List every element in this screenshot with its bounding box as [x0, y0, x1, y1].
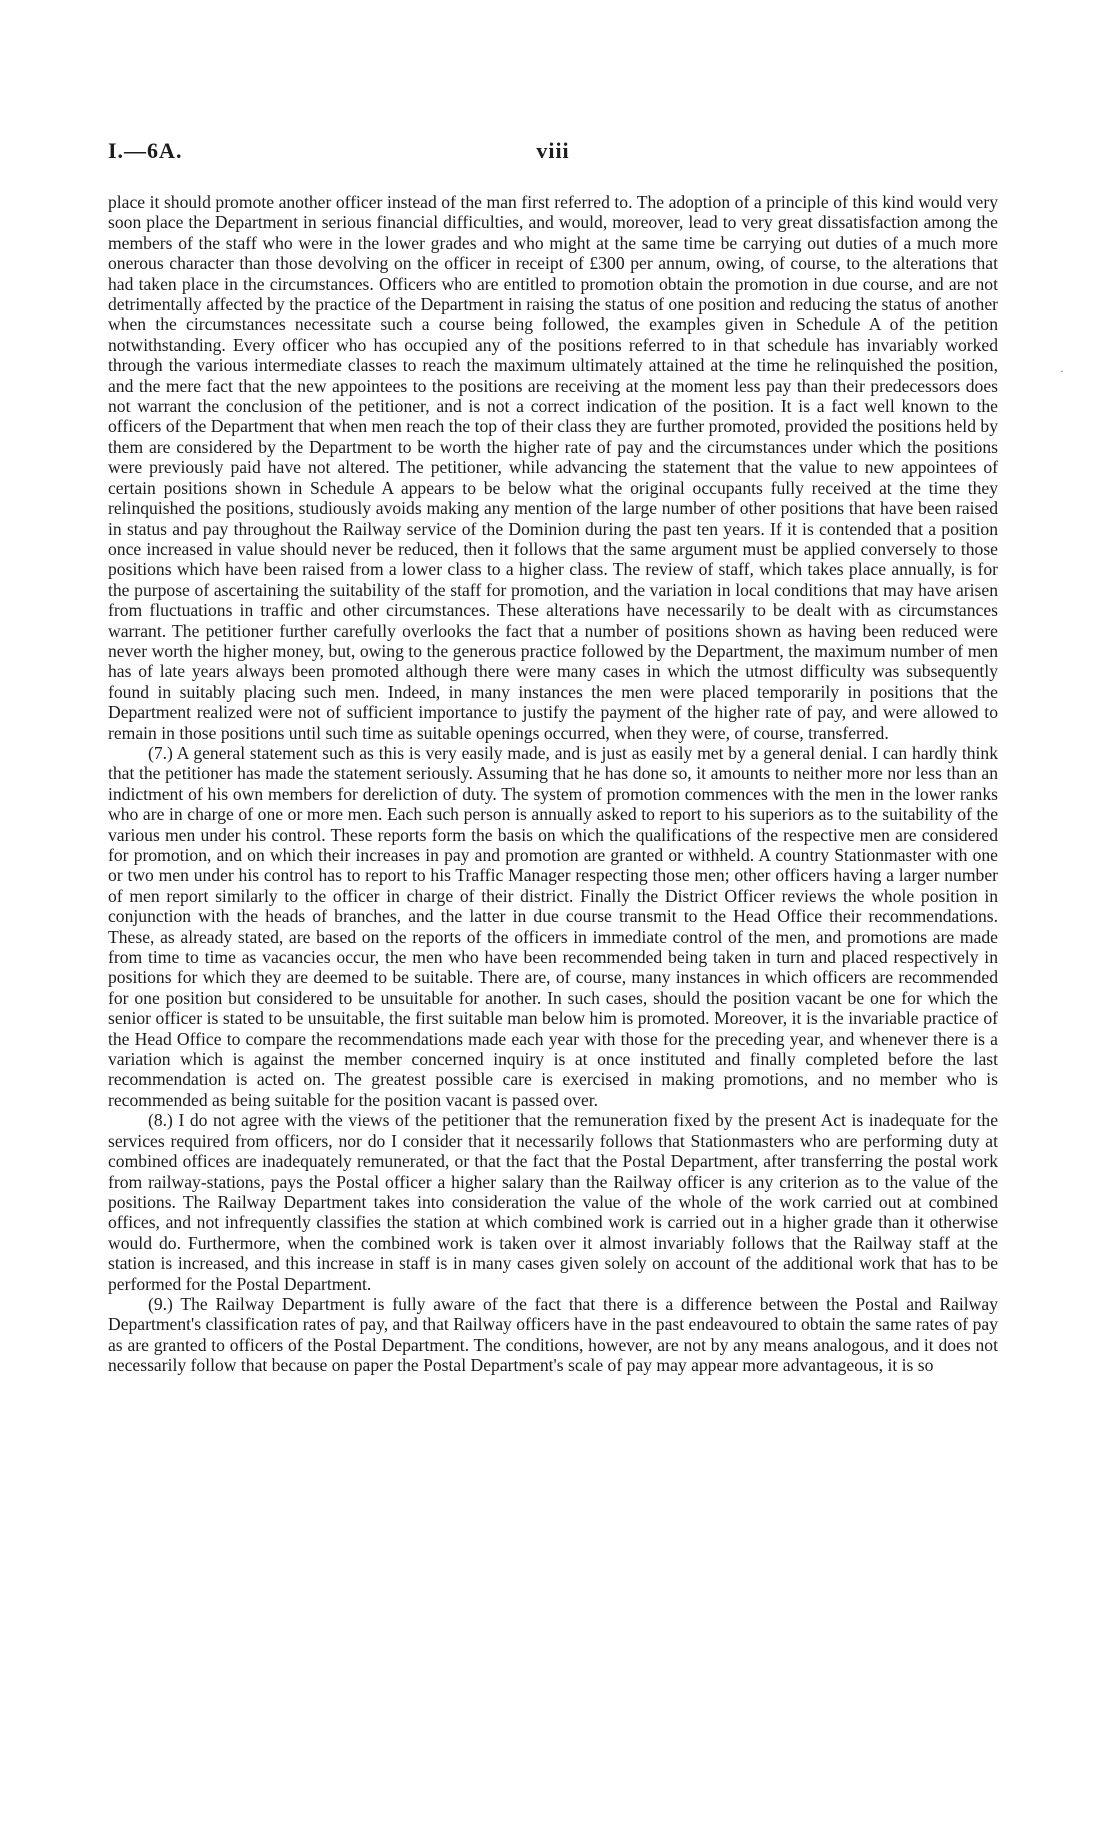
document-reference: I.—6A.	[108, 138, 183, 163]
paragraph-continuation: place it should promote another officer instead of the man first referred to. The adoption of a principle of this kind would very soon place the Department in serious financial difficulties, and would, moreover, lead to very great dissatisfaction among the members of the staff who were in the lower grades and who might at the same time be carrying out duties of a much more onerous character than those devolving on the officer in receipt of £300 per annum, owing, of course, to the alterations that had taken place in the circumstances. Officers who are entitled to promotion obtain the promotion in due course, and are not detrimentally affected by the practice of the Department in raising the status of one position and reducing the status of another when the circumstances necessitate such a course being followed, the examples given in Schedule A of the petition notwithstanding. Every officer who has occupied any of the positions referred to in that schedule has invariably worked through the various intermediate classes to reach the maximum ultimately attained at the time he relinquished the position, and the mere fact that the new appointees to the positions are receiving at the moment less pay than their predecessors does not warrant the conclusion of the petitioner, and is not a correct indication of the position. It is a fact well known to the officers of the Department that when men reach the top of their class they are further promoted, provided the positions held by them are considered by the Department to be worth the higher rate of pay and the circumstances under which the positions were previously paid have not altered. The petitioner, while advancing the statement that the value to new appointees of certain positions shown in Schedule A appears to be below what the original occupants fully received at the time they relinquished the positions, studiously avoids making any mention of the large number of other positions that have been raised in status and pay throughout the Railway service of the Dominion during the past ten years. If it is contended that a position once increased in value should never be reduced, then it follows that the same argument must be applied conversely to those positions which have been raised from a lower class to a higher class. The review of staff, which takes place annually, is for the purpose of ascertaining the suitability of the staff for promotion, and the variation in local conditions that may have arisen from fluctuations in traffic and other circumstances. These alterations have necessarily to be dealt with as circumstances warrant. The petitioner further carefully overlooks the fact that a number of positions shown as having been reduced were never worth the higher money, but, owing to the generous practice followed by the Department, the maximum number of men has of late years always been promoted although there were many cases in which the utmost difficulty was subsequently found in suitably placing such men. Indeed, in many instances the men were placed temporarily in positions that the Department realized were not of sufficient importance to justify the payment of the higher rate of pay, and were allowed to remain in those positions until such time as suitable openings occurred, when they were, of course, transferred.	[108, 192, 998, 743]
margin-mark: ·	[1060, 364, 1064, 378]
paragraph-7: (7.) A general statement such as this is very easily made, and is just as easily met by a general denial. I can hardly think that the petitioner has made the statement seriously. Assuming that he has done so, it amounts to neither more nor less than an indictment of his own members for dereliction of duty. The system of promotion commences with the men in the lower ranks who are in charge of one or more men. Each such person is annually asked to report to his superiors as to the suitability of the various men under his control. These reports form the basis on which the qualifications of the respective men are considered for promotion, and on which their increases in pay and promotion are granted or withheld. A country Stationmaster with one or two men under his control has to report to his Traffic Manager respecting those men; other officers having a larger number of men report similarly to the officer in charge of their district. Finally the District Officer reviews the whole position in conjunction with the heads of branches, and the latter in due course transmit to the Head Office their recommendations. These, as already stated, are based on the reports of the officers in immediate control of the men, and promotions are made from time to time as vacancies occur, the men who have been recommended being taken in turn and placed respectively in positions for which they are deemed to be suitable. There are, of course, many instances in which officers are recommended for one position but considered to be unsuitable for another. In such cases, should the position vacant be one for which the senior officer is stated to be unsuitable, the first suitable man below him is promoted. Moreover, it is the invariable practice of the Head Office to compare the recommendations made each year with those for the preceding year, and whenever there is a variation which is against the member concerned inquiry is at once instituted and finally completed before the last recommendation is acted on. The greatest possible care is exercised in making promotions, and no member who is recommended as being suitable for the position vacant is passed over.	[108, 742, 998, 1110]
page-number: viii	[536, 138, 570, 163]
paragraph-8: (8.) I do not agree with the views of the petitioner that the remuneration fixed by the present Act is inadequate for the services required from officers, nor do I consider that it necessarily follows that Stationmasters who are performing duty at combined offices are inadequately remunerated, or that the fact that the Postal Department, after transferring the postal work from railway-stations, pays the Postal officer a higher salary than the Railway officer is any criterion as to the value of the positions. The Railway Department takes into consideration the value of the whole of the work carried out at combined offices, and not infrequently classifies the station at which combined work is carried out in a higher grade than it otherwise would do. Furthermore, when the combined work is taken over it almost invariably follows that the Railway staff at the station is increased, and this increase in staff is in many cases given solely on account of the additional work that has to be performed for the Postal Department.	[108, 1110, 998, 1294]
body-text	[108, 192, 998, 1376]
page-header	[108, 138, 998, 172]
paragraph-9: (9.) The Railway Department is fully aware of the fact that there is a difference between the Postal and Railway Department's classification rates of pay, and that Railway officers have in the past endeavoured to obtain the same rates of pay as are granted to officers of the Postal Department. The conditions, however, are not by any means analogous, and it does not necessarily follow that because on paper the Postal Department's scale of pay may appear more advantageous, it is so	[108, 1293, 998, 1376]
